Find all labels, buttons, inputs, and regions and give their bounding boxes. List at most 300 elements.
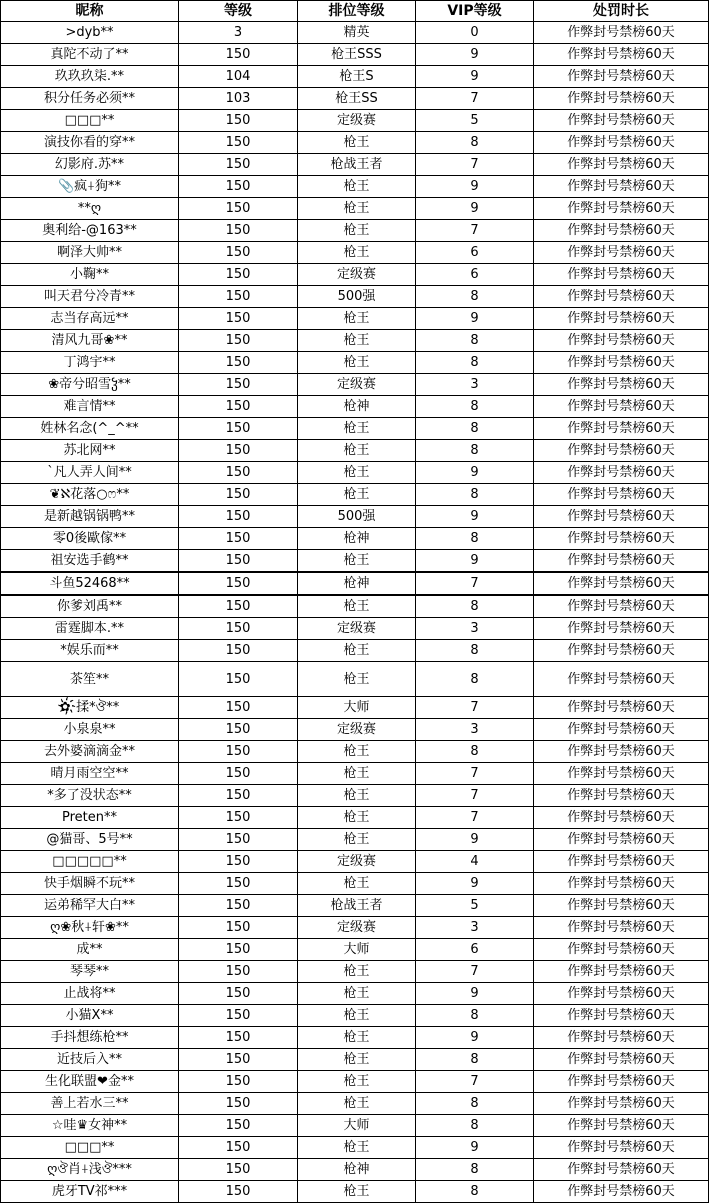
- vip-cell: 8: [416, 396, 534, 418]
- rank-cell: 枪王: [298, 1137, 416, 1159]
- nickname-cell: ღ❀秋⍭轩❀**: [1, 917, 179, 939]
- rank-cell: 定级赛: [298, 618, 416, 640]
- rank-cell: 枪神: [298, 572, 416, 595]
- rank-cell: 枪王: [298, 308, 416, 330]
- level-cell: 150: [179, 462, 298, 484]
- header-nickname: 昵称: [1, 1, 179, 22]
- level-cell: 150: [179, 110, 298, 132]
- level-cell: 150: [179, 528, 298, 550]
- rank-cell: 定级赛: [298, 719, 416, 741]
- nickname-cell: 奥利给-@163**: [1, 220, 179, 242]
- table-row: [1, 528, 709, 550]
- rank-cell: 定级赛: [298, 917, 416, 939]
- penalty-cell: 作弊封号禁榜60天: [534, 1093, 709, 1115]
- penalty-cell: 作弊封号禁榜60天: [534, 462, 709, 484]
- header-rank: 排位等级: [298, 1, 416, 22]
- penalty-cell: 作弊封号禁榜60天: [534, 66, 709, 88]
- nickname-cell: □□□□□**: [1, 851, 179, 873]
- penalty-cell: 作弊封号禁榜60天: [534, 440, 709, 462]
- table-row: [1, 640, 709, 662]
- level-cell: 150: [179, 506, 298, 528]
- nickname-cell: 真陀不动了**: [1, 44, 179, 66]
- vip-cell: 9: [416, 462, 534, 484]
- vip-cell: 8: [416, 286, 534, 308]
- nickname-cell: 姓林名念(^_^**: [1, 418, 179, 440]
- table-row: [1, 88, 709, 110]
- rank-cell: 枪神: [298, 1159, 416, 1181]
- table-row: [1, 719, 709, 741]
- rank-cell: 枪王: [298, 640, 416, 662]
- level-cell: 150: [179, 396, 298, 418]
- rank-cell: 枪王: [298, 1093, 416, 1115]
- nickname-cell: @猫哥、5号**: [1, 829, 179, 851]
- nickname-cell: 小鞠**: [1, 264, 179, 286]
- nickname-cell: 丁鸿宇**: [1, 352, 179, 374]
- level-cell: 150: [179, 1181, 298, 1203]
- nickname-cell: 零0後歐傢**: [1, 528, 179, 550]
- table-row: [1, 1049, 709, 1071]
- level-cell: 150: [179, 220, 298, 242]
- penalty-cell: 作弊封号禁榜60天: [534, 396, 709, 418]
- nickname-cell: 成**: [1, 939, 179, 961]
- level-cell: 150: [179, 1093, 298, 1115]
- vip-cell: 9: [416, 308, 534, 330]
- penalty-cell: 作弊封号禁榜60天: [534, 983, 709, 1005]
- penalty-cell: 作弊封号禁榜60天: [534, 662, 709, 697]
- penalty-cell: 作弊封号禁榜60天: [534, 939, 709, 961]
- rank-cell: 枪王: [298, 763, 416, 785]
- table-row: [1, 917, 709, 939]
- table-row: [1, 618, 709, 640]
- nickname-cell: □□□**: [1, 1137, 179, 1159]
- rank-cell: 枪王: [298, 961, 416, 983]
- rank-cell: 枪王: [298, 1181, 416, 1203]
- nickname-cell: 小泉泉**: [1, 719, 179, 741]
- nickname-cell: 志当存高远**: [1, 308, 179, 330]
- penalty-cell: 作弊封号禁榜60天: [534, 1159, 709, 1181]
- vip-cell: 8: [416, 330, 534, 352]
- nickname-cell: **ღ: [1, 198, 179, 220]
- table-row: [1, 198, 709, 220]
- rank-cell: 枪王: [298, 418, 416, 440]
- rank-cell: 枪王: [298, 983, 416, 1005]
- penalty-cell: 作弊封号禁榜60天: [534, 1181, 709, 1203]
- penalty-cell: 作弊封号禁榜60天: [534, 550, 709, 573]
- table-row: [1, 1071, 709, 1093]
- nickname-cell: 琴琴**: [1, 961, 179, 983]
- rank-cell: 枪神: [298, 396, 416, 418]
- penalty-cell: 作弊封号禁榜60天: [534, 1137, 709, 1159]
- level-cell: 150: [179, 418, 298, 440]
- penalty-cell: 作弊封号禁榜60天: [534, 110, 709, 132]
- vip-cell: 5: [416, 895, 534, 917]
- penalty-cell: 作弊封号禁榜60天: [534, 618, 709, 640]
- level-cell: 150: [179, 1005, 298, 1027]
- table-row: [1, 176, 709, 198]
- level-cell: 104: [179, 66, 298, 88]
- vip-cell: 8: [416, 132, 534, 154]
- penalty-cell: 作弊封号禁榜60天: [534, 198, 709, 220]
- level-cell: 150: [179, 662, 298, 697]
- table-row: [1, 1005, 709, 1027]
- nickname-cell: 演技你看的穿**: [1, 132, 179, 154]
- penalty-cell: 作弊封号禁榜60天: [534, 961, 709, 983]
- rank-cell: 500强: [298, 506, 416, 528]
- vip-cell: 7: [416, 220, 534, 242]
- level-cell: 150: [179, 132, 298, 154]
- nickname-cell: *多了没状态**: [1, 785, 179, 807]
- penalty-cell: 作弊封号禁榜60天: [534, 763, 709, 785]
- penalty-cell: 作弊封号禁榜60天: [534, 418, 709, 440]
- penalty-cell: 作弊封号禁榜60天: [534, 88, 709, 110]
- table-row: [1, 110, 709, 132]
- rank-cell: 枪王: [298, 176, 416, 198]
- penalty-cell: 作弊封号禁榜60天: [534, 286, 709, 308]
- penalty-cell: 作弊封号禁榜60天: [534, 895, 709, 917]
- vip-cell: 9: [416, 198, 534, 220]
- nickname-cell: 幻影府.苏**: [1, 154, 179, 176]
- rank-cell: 枪王: [298, 330, 416, 352]
- vip-cell: 3: [416, 917, 534, 939]
- penalty-cell: 作弊封号禁榜60天: [534, 1115, 709, 1137]
- table-row: [1, 697, 709, 719]
- vip-cell: 9: [416, 983, 534, 1005]
- rank-cell: 枪王: [298, 662, 416, 697]
- nickname-cell: *娱乐而**: [1, 640, 179, 662]
- level-cell: 150: [179, 264, 298, 286]
- vip-cell: 8: [416, 418, 534, 440]
- level-cell: 150: [179, 1049, 298, 1071]
- rank-cell: 枪王: [298, 1049, 416, 1071]
- level-cell: 150: [179, 154, 298, 176]
- vip-cell: 8: [416, 1159, 534, 1181]
- vip-cell: 3: [416, 719, 534, 741]
- penalty-cell: 作弊封号禁榜60天: [534, 44, 709, 66]
- nickname-cell: 苏北网**: [1, 440, 179, 462]
- rank-cell: 枪王SSS: [298, 44, 416, 66]
- rank-cell: 定级赛: [298, 851, 416, 873]
- vip-cell: 0: [416, 22, 534, 44]
- penalty-cell: 作弊封号禁榜60天: [534, 308, 709, 330]
- level-cell: 150: [179, 572, 298, 595]
- nickname-cell: 善上若水三**: [1, 1093, 179, 1115]
- table-row: [1, 961, 709, 983]
- table-body: [1, 22, 709, 1203]
- rank-cell: 枪战王者: [298, 895, 416, 917]
- level-cell: 150: [179, 851, 298, 873]
- table-row: [1, 1093, 709, 1115]
- header-vip: VIP等级: [416, 1, 534, 22]
- table-row: [1, 440, 709, 462]
- vip-cell: 8: [416, 528, 534, 550]
- nickname-cell: 近技后入**: [1, 1049, 179, 1071]
- vip-cell: 7: [416, 572, 534, 595]
- table-row: [1, 418, 709, 440]
- header-level: 等级: [179, 1, 298, 22]
- penalty-cell: 作弊封号禁榜60天: [534, 719, 709, 741]
- vip-cell: 7: [416, 785, 534, 807]
- vip-cell: 9: [416, 176, 534, 198]
- table-row: [1, 829, 709, 851]
- header-penalty: 处罚时长: [534, 1, 709, 22]
- level-cell: 150: [179, 330, 298, 352]
- rank-cell: 枪王: [298, 595, 416, 618]
- nickname-cell: 难言情**: [1, 396, 179, 418]
- penalty-cell: 作弊封号禁榜60天: [534, 176, 709, 198]
- table-row: [1, 264, 709, 286]
- rank-cell: 枪神: [298, 528, 416, 550]
- rank-cell: 枪王: [298, 741, 416, 763]
- rank-cell: 定级赛: [298, 374, 416, 396]
- nickname-cell: 止战将**: [1, 983, 179, 1005]
- penalty-cell: 作弊封号禁榜60天: [534, 1027, 709, 1049]
- rank-cell: 枪王: [298, 220, 416, 242]
- level-cell: 150: [179, 44, 298, 66]
- penalty-cell: 作弊封号禁榜60天: [534, 528, 709, 550]
- vip-cell: 9: [416, 550, 534, 573]
- rank-cell: 定级赛: [298, 264, 416, 286]
- table-row: [1, 286, 709, 308]
- nickname-cell: `凡人弄人间**: [1, 462, 179, 484]
- vip-cell: 8: [416, 640, 534, 662]
- nickname-cell: 晴月雨空空**: [1, 763, 179, 785]
- vip-cell: 6: [416, 264, 534, 286]
- rank-cell: 大师: [298, 939, 416, 961]
- nickname-cell: 手抖想练枪**: [1, 1027, 179, 1049]
- table-row: [1, 572, 709, 595]
- vip-cell: 6: [416, 939, 534, 961]
- vip-cell: 7: [416, 763, 534, 785]
- table-row: [1, 462, 709, 484]
- penalty-cell: 作弊封号禁榜60天: [534, 132, 709, 154]
- table-row: [1, 1137, 709, 1159]
- rank-cell: 枪战王者: [298, 154, 416, 176]
- nickname-cell: 运弟稀罕大白**: [1, 895, 179, 917]
- nickname-cell: ✿҉揉*ঔ**: [1, 697, 179, 719]
- penalty-cell: 作弊封号禁榜60天: [534, 242, 709, 264]
- penalty-cell: 作弊封号禁榜60天: [534, 352, 709, 374]
- rank-cell: 枪王: [298, 440, 416, 462]
- vip-cell: 8: [416, 741, 534, 763]
- level-cell: 150: [179, 1115, 298, 1137]
- table-row: [1, 1027, 709, 1049]
- vip-cell: 7: [416, 88, 534, 110]
- vip-cell: 8: [416, 1005, 534, 1027]
- rank-cell: 枪王: [298, 829, 416, 851]
- penalty-cell: 作弊封号禁榜60天: [534, 220, 709, 242]
- rank-cell: 500强: [298, 286, 416, 308]
- rank-cell: 大师: [298, 697, 416, 719]
- vip-cell: 8: [416, 595, 534, 618]
- rank-cell: 枪王SS: [298, 88, 416, 110]
- vip-cell: 8: [416, 1115, 534, 1137]
- level-cell: 150: [179, 1071, 298, 1093]
- rank-cell: 大师: [298, 1115, 416, 1137]
- level-cell: 150: [179, 917, 298, 939]
- rank-cell: 枪王: [298, 550, 416, 573]
- penalty-cell: 作弊封号禁榜60天: [534, 484, 709, 506]
- level-cell: 150: [179, 440, 298, 462]
- rank-cell: 枪王: [298, 198, 416, 220]
- level-cell: 150: [179, 308, 298, 330]
- vip-cell: 6: [416, 242, 534, 264]
- rank-cell: 枪王: [298, 873, 416, 895]
- vip-cell: 8: [416, 1049, 534, 1071]
- rank-cell: 枪王: [298, 785, 416, 807]
- nickname-cell: 祖安选手鹤**: [1, 550, 179, 573]
- header-row: [1, 1, 709, 22]
- penalty-cell: 作弊封号禁榜60天: [534, 330, 709, 352]
- table-row: [1, 983, 709, 1005]
- vip-cell: 9: [416, 1027, 534, 1049]
- nickname-cell: ❀帝兮昭雪ჴ**: [1, 374, 179, 396]
- table-row: [1, 330, 709, 352]
- vip-cell: 9: [416, 873, 534, 895]
- table-row: [1, 352, 709, 374]
- rank-cell: 枪王: [298, 132, 416, 154]
- vip-cell: 8: [416, 352, 534, 374]
- table-row: [1, 22, 709, 44]
- vip-cell: 9: [416, 506, 534, 528]
- nickname-cell: 斗鱼52468**: [1, 572, 179, 595]
- vip-cell: 7: [416, 154, 534, 176]
- nickname-cell: 是新越锅锅鸭**: [1, 506, 179, 528]
- vip-cell: 4: [416, 851, 534, 873]
- level-cell: 150: [179, 176, 298, 198]
- nickname-cell: 叫天君兮冷青**: [1, 286, 179, 308]
- penalty-cell: 作弊封号禁榜60天: [534, 829, 709, 851]
- rank-cell: 精英: [298, 22, 416, 44]
- level-cell: 150: [179, 697, 298, 719]
- nickname-cell: 雷霆脚本.**: [1, 618, 179, 640]
- level-cell: 150: [179, 374, 298, 396]
- vip-cell: 5: [416, 110, 534, 132]
- vip-cell: 7: [416, 1071, 534, 1093]
- level-cell: 150: [179, 484, 298, 506]
- table-row: [1, 851, 709, 873]
- penalty-cell: 作弊封号禁榜60天: [534, 785, 709, 807]
- table-row: [1, 595, 709, 618]
- nickname-cell: ❦ℵ花落○ෆ**: [1, 484, 179, 506]
- table-row: [1, 550, 709, 573]
- nickname-cell: 啊泽大帅**: [1, 242, 179, 264]
- penalty-cell: 作弊封号禁榜60天: [534, 697, 709, 719]
- nickname-cell: 快手烟瞬不玩**: [1, 873, 179, 895]
- level-cell: 3: [179, 22, 298, 44]
- level-cell: 150: [179, 719, 298, 741]
- level-cell: 150: [179, 1027, 298, 1049]
- level-cell: 150: [179, 873, 298, 895]
- penalty-cell: 作弊封号禁榜60天: [534, 1005, 709, 1027]
- table-row: [1, 44, 709, 66]
- table-row: [1, 1115, 709, 1137]
- nickname-cell: 玖玖玖柒.**: [1, 66, 179, 88]
- penalty-cell: 作弊封号禁榜60天: [534, 572, 709, 595]
- vip-cell: 7: [416, 807, 534, 829]
- vip-cell: 9: [416, 1137, 534, 1159]
- nickname-cell: 清风九哥❀**: [1, 330, 179, 352]
- nickname-cell: ☆哇♛女神**: [1, 1115, 179, 1137]
- vip-cell: 8: [416, 1181, 534, 1203]
- penalty-cell: 作弊封号禁榜60天: [534, 1071, 709, 1093]
- nickname-cell: 小猫X**: [1, 1005, 179, 1027]
- penalty-cell: 作弊封号禁榜60天: [534, 851, 709, 873]
- level-cell: 150: [179, 961, 298, 983]
- rank-cell: 枪王: [298, 484, 416, 506]
- table-row: [1, 873, 709, 895]
- rank-cell: 枪王: [298, 352, 416, 374]
- table-row: [1, 132, 709, 154]
- level-cell: 150: [179, 1137, 298, 1159]
- table-row: [1, 763, 709, 785]
- table-row: [1, 242, 709, 264]
- level-cell: 150: [179, 286, 298, 308]
- penalty-cell: 作弊封号禁榜60天: [534, 264, 709, 286]
- penalty-cell: 作弊封号禁榜60天: [534, 154, 709, 176]
- level-cell: 150: [179, 618, 298, 640]
- penalty-cell: 作弊封号禁榜60天: [534, 741, 709, 763]
- level-cell: 103: [179, 88, 298, 110]
- penalty-cell: 作弊封号禁榜60天: [534, 22, 709, 44]
- rank-cell: 枪王: [298, 1027, 416, 1049]
- nickname-cell: Preten**: [1, 807, 179, 829]
- table-row: [1, 154, 709, 176]
- nickname-cell: □□□**: [1, 110, 179, 132]
- rank-cell: 枪王: [298, 462, 416, 484]
- level-cell: 150: [179, 763, 298, 785]
- penalty-cell: 作弊封号禁榜60天: [534, 506, 709, 528]
- level-cell: 150: [179, 595, 298, 618]
- table-row: [1, 374, 709, 396]
- table-row: [1, 741, 709, 763]
- table-row: [1, 807, 709, 829]
- level-cell: 150: [179, 352, 298, 374]
- level-cell: 150: [179, 1159, 298, 1181]
- vip-cell: 7: [416, 697, 534, 719]
- level-cell: 150: [179, 829, 298, 851]
- level-cell: 150: [179, 895, 298, 917]
- table-row: [1, 66, 709, 88]
- rank-cell: 枪王: [298, 807, 416, 829]
- table-row: [1, 484, 709, 506]
- level-cell: 150: [179, 550, 298, 573]
- vip-cell: 3: [416, 618, 534, 640]
- level-cell: 150: [179, 640, 298, 662]
- vip-cell: 8: [416, 440, 534, 462]
- nickname-cell: 积分任务必须**: [1, 88, 179, 110]
- table-row: [1, 1159, 709, 1181]
- rank-cell: 定级赛: [298, 110, 416, 132]
- table-row: [1, 785, 709, 807]
- nickname-cell: 虎牙TV祁***: [1, 1181, 179, 1203]
- level-cell: 150: [179, 983, 298, 1005]
- vip-cell: 8: [416, 1093, 534, 1115]
- vip-cell: 8: [416, 662, 534, 697]
- rank-cell: 枪王: [298, 1005, 416, 1027]
- table-row: [1, 396, 709, 418]
- rank-cell: 枪王: [298, 242, 416, 264]
- penalty-cell: 作弊封号禁榜60天: [534, 917, 709, 939]
- table-row: [1, 939, 709, 961]
- level-cell: 150: [179, 785, 298, 807]
- penalty-cell: 作弊封号禁榜60天: [534, 873, 709, 895]
- table-row: [1, 308, 709, 330]
- level-cell: 150: [179, 242, 298, 264]
- penalty-cell: 作弊封号禁榜60天: [534, 807, 709, 829]
- vip-cell: 9: [416, 66, 534, 88]
- level-cell: 150: [179, 198, 298, 220]
- nickname-cell: ღঔ肖⍭浅ঔ***: [1, 1159, 179, 1181]
